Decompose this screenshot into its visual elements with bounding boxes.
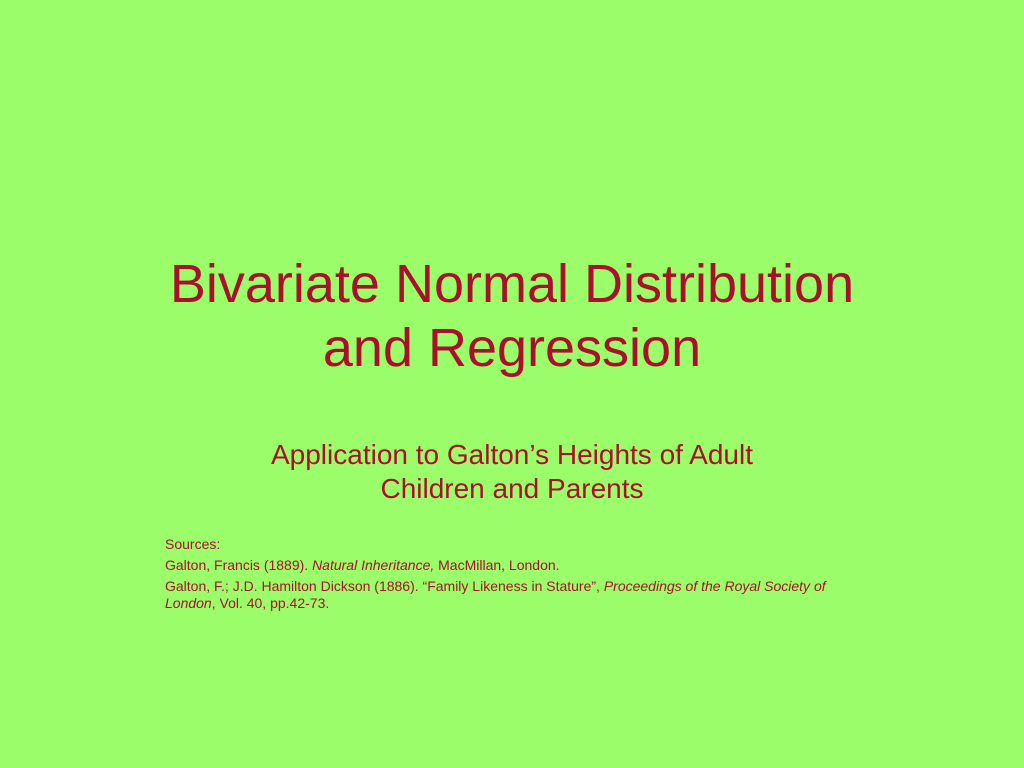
- slide-title: [0, 252, 1024, 380]
- source-reference-1: [165, 557, 865, 574]
- source-reference-2: [165, 578, 865, 612]
- sources-block: [165, 536, 865, 616]
- source-reference-1-title: Natural Inheritance,: [312, 557, 435, 573]
- slide-title-line-1: Bivariate Normal Distribution: [169, 254, 855, 314]
- source-reference-1-suffix: MacMillan, London.: [434, 557, 560, 573]
- slide-subtitle-line-2: Children and Parents: [380, 473, 644, 504]
- slide-subtitle-line-1: Application to Galton’s Heights of Adult: [270, 439, 753, 470]
- sources-heading: Sources:: [165, 536, 221, 552]
- source-reference-1-prefix: Galton, Francis (1889).: [165, 557, 313, 573]
- slide-subtitle: [0, 438, 1024, 506]
- slide-title-line-2: and Regression: [322, 318, 702, 378]
- source-reference-2-journal: Proceedings of the Royal Society of London: [165, 578, 826, 611]
- source-reference-2-suffix: , Vol. 40, pp.42-73.: [211, 595, 330, 611]
- source-reference-2-prefix: Galton, F.; J.D. Hamilton Dickson (1886). “Family Likeness in Stature”,: [165, 578, 604, 594]
